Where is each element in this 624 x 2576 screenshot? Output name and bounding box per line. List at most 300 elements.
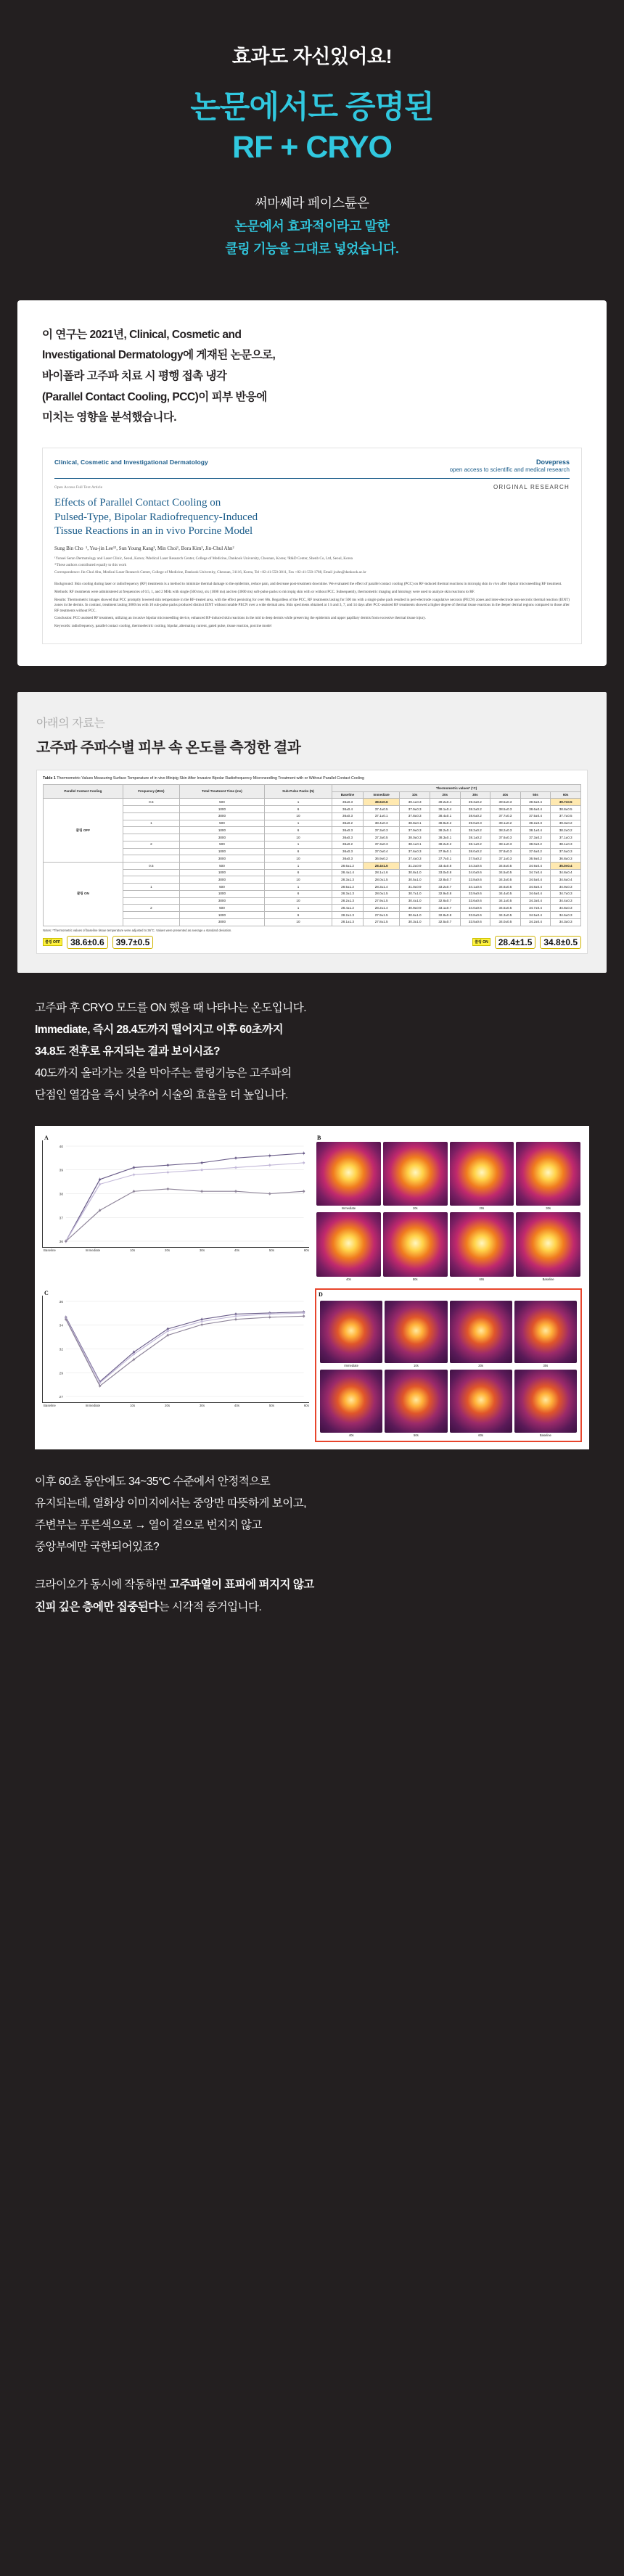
table-cell-s10: 38.8±0.1 — [400, 820, 430, 827]
chart-a-x-3: 20s — [165, 1248, 171, 1252]
table-cell-time: 1000 — [180, 890, 265, 897]
thermal-image — [450, 1370, 512, 1432]
table-cell-s40: 34.0±0.5 — [490, 918, 521, 926]
col-subpulse: Sub-Pulse Packs (N) — [264, 785, 332, 799]
table-row — [44, 905, 581, 912]
col-immediate: Immediate — [364, 791, 400, 799]
table-note: Notes: *Thermometric values of baseline tissue temperature were adjusted to 36°C. Values were presented as average ± standard deviation. — [43, 928, 232, 932]
table-cell-immediate: 37.4±0.5 — [364, 806, 400, 813]
col-total-time: Total Treatment Time (ms) — [180, 785, 265, 799]
col-50s: 50s — [520, 791, 551, 799]
study-desc-line5: 미치는 영향을 분석했습니다. — [42, 411, 177, 424]
table-cell-packs: 6 — [264, 827, 332, 834]
table-cell-s30: 38.0±0.2 — [460, 848, 490, 855]
table-cell-s10: 30.4±1.0 — [400, 897, 430, 905]
publisher-logo — [450, 458, 570, 474]
table-cell-time: 3000 — [180, 897, 265, 905]
table-cell-packs: 10 — [264, 897, 332, 905]
thermal-label: 10s — [412, 1206, 418, 1211]
table-row — [44, 799, 581, 806]
table-cell-s40: 39.5±0.3 — [490, 799, 521, 806]
table-cell-s50: 39.2±0.3 — [520, 820, 551, 827]
svg-text:37: 37 — [59, 1216, 64, 1219]
table-cell-time: 3000 — [180, 876, 265, 884]
table-row — [44, 855, 581, 863]
table-cell-s60: 34.8±0.3 — [551, 905, 581, 912]
chart-c-x-3: 20s — [165, 1404, 171, 1408]
table-cell-s40: 34.4±0.5 — [490, 890, 521, 897]
table-cell-s50: 37.5±0.4 — [520, 812, 551, 820]
explanation-block — [35, 997, 589, 1107]
thermal-image — [516, 1212, 580, 1277]
table-cell-baseline: 36±0.2 — [332, 820, 364, 827]
paper-title-line2: Pulsed-Type, Bipolar Radiofrequency-Induced — [54, 511, 258, 523]
hero-kicker: 효과도 자신있어요! — [231, 46, 393, 67]
thermal-label: Baseline — [542, 1277, 554, 1282]
conclusion-line5-text: 크라이오가 동시에 작동하면 — [35, 1579, 167, 1592]
table-cell-s20: 37.9±0.1 — [430, 848, 460, 855]
paper-scan — [42, 448, 582, 644]
hero-sub-line3: 쿨링 기능을 그대로 넣었습니다. — [225, 242, 399, 257]
publisher-tagline: open access to scientific and medical research — [449, 466, 570, 474]
table-row — [44, 890, 581, 897]
paper-affiliations — [54, 556, 570, 576]
table-cell-immediate: 37.1±0.1 — [364, 812, 400, 820]
svg-text:38: 38 — [59, 1192, 64, 1196]
table-cell-s60: 37.7±0.5 — [551, 812, 581, 820]
table-cell-s20: 33.4±0.8 — [430, 863, 460, 870]
thermometric-table-figure — [36, 770, 588, 954]
abstract-results: Results: Thermometric images showed that PCC promptly lowered skin temperature in the RF-treated area, with the effect persisting for over 60s. Regardless of the PCC, RF treatments lasting for 500 ms with a single pulse pack resulted in peri-electrode coagulative necrosis (PECN) zones and inter-electrode non-necrotic thermal reaction (IENT) zones in the dermis. In contrast, treatment lasting 3000 ms with 10 sub-pulse packs produced distinct IENT without notable PECN over a wide dermal area. Skin specimens obtained at 1 h and 3, 7, and 14 days after PCC-assisted RF treatments showed a higher degree of thermal tissue reactions in the deeper dermal regions compared to those after RF treatments without PCC. — [54, 597, 570, 613]
table-cell-s30: 34.0±0.6 — [460, 869, 490, 876]
table-row — [44, 841, 581, 848]
chart-c-x-7: 60s — [303, 1404, 309, 1408]
table-cell-s10: 37.6±0.3 — [400, 848, 430, 855]
table-cell-s30: 33.8±0.6 — [460, 912, 490, 919]
table-cell-baseline: 28.6±1.2 — [332, 863, 364, 870]
col-baseline: Baseline — [332, 791, 364, 799]
table-cell-baseline: 36±0.3 — [332, 799, 364, 806]
table-cell-s50: 38.1±0.4 — [520, 827, 551, 834]
hero-subtitle — [29, 192, 595, 261]
chart-a-svg — [43, 1140, 309, 1247]
thermal-image — [450, 1212, 514, 1277]
table-cell-s30: 38.1±0.2 — [460, 841, 490, 848]
table-cell-s50: 39.6±0.4 — [520, 799, 551, 806]
thermal-cell — [450, 1301, 512, 1367]
table-cell-immediate: 37.0±0.4 — [364, 848, 400, 855]
table-cell-baseline: 28.5±1.2 — [332, 884, 364, 891]
col-10s: 10s — [400, 791, 430, 799]
table-cell-s60: 34.4±0.3 — [551, 897, 581, 905]
table-cell-packs: 10 — [264, 834, 332, 841]
table-caption-text: Thermometric Values Measuring Surface Temperature of in vivo Minipig Skin After Invasive Bipolar Radiofrequency Microneedling Treatment with or Without Parallel Contact Cooling — [57, 775, 365, 781]
thermal-image — [385, 1370, 447, 1432]
table-cell-s40: 34.3±0.5 — [490, 876, 521, 884]
study-card — [17, 300, 607, 666]
conclusion-line1: 이후 60초 동안에도 34~35°C 수준에서 안정적으로 — [35, 1475, 271, 1488]
table-cell-s30: 38.3±0.2 — [460, 806, 490, 813]
table-cell-s10: 37.4±0.3 — [400, 855, 430, 863]
table-cell-time: 1000 — [180, 827, 265, 834]
table-cell-packs: 10 — [264, 876, 332, 884]
chart-c-xaxis — [42, 1403, 309, 1407]
table-cell-packs: 1 — [264, 863, 332, 870]
table-cell-s40: 39.1±0.2 — [490, 820, 521, 827]
study-desc-line2: Investigational Dermatology에 게재된 논문으로, — [42, 349, 276, 362]
paper-meta-row — [54, 484, 570, 490]
table-cell-freq: 0.5 — [123, 863, 179, 870]
table-cell-immediate: 27.9±1.5 — [364, 912, 400, 919]
paper-title-line1: Effects of Parallel Contact Cooling on — [54, 497, 221, 509]
table-cell-baseline: 28.3±1.3 — [332, 890, 364, 897]
table-cell-s30: 39.0±0.3 — [460, 820, 490, 827]
table-row — [44, 820, 581, 827]
thermal-cell — [320, 1370, 382, 1436]
thermal-label: 30s — [546, 1206, 551, 1211]
table-cell-freq — [123, 876, 179, 884]
thermal-cell — [316, 1142, 381, 1211]
table-cell-packs: 1 — [264, 884, 332, 891]
thermal-cell — [516, 1142, 580, 1211]
col-60s: 60s — [551, 791, 581, 799]
cooling-off-immediate-value: 38.6±0.6 — [67, 936, 108, 949]
chart-a-x-4: 30s — [199, 1248, 205, 1252]
thermal-image-grid-b — [315, 1133, 582, 1283]
table-cell-s10: 30.7±1.0 — [400, 890, 430, 897]
table-cell-packs: 1 — [264, 905, 332, 912]
table-cell-baseline: 36±0.2 — [332, 841, 364, 848]
svg-text:27: 27 — [59, 1395, 64, 1399]
study-desc-line4: (Parallel Contact Cooling, PCC)이 피부 반응에 — [42, 390, 267, 403]
table-cell-s20: 37.7±0.1 — [430, 855, 460, 863]
svg-text:36: 36 — [59, 1240, 64, 1243]
thermal-label: Immediate — [344, 1364, 358, 1368]
figure-panel-b — [315, 1133, 582, 1283]
hero-sub-line1: 써마쎄라 페이스튠은 — [255, 196, 369, 211]
thermal-cell — [385, 1370, 447, 1436]
table-row — [44, 806, 581, 813]
table-cell-s30: 33.9±0.6 — [460, 890, 490, 897]
table-cell-s40: 37.6±0.3 — [490, 834, 521, 841]
cooling-on-immediate-value: 28.4±1.5 — [495, 936, 536, 949]
table-row — [44, 834, 581, 841]
table-cell-freq — [123, 806, 179, 813]
table-cell-time: 1000 — [180, 912, 265, 919]
table-row — [44, 884, 581, 891]
table-cell-s50: 34.5±0.4 — [520, 912, 551, 919]
table-cell-s40: 37.8±0.3 — [490, 848, 521, 855]
table-row — [44, 848, 581, 855]
journal-name: Clinical, Cosmetic and Investigational Dermatology — [54, 458, 208, 466]
publisher-name: Dovepress — [535, 458, 570, 466]
table-cell-s50: 36.9±0.2 — [520, 855, 551, 863]
table-cell-s20: 32.5±0.7 — [430, 918, 460, 926]
cooling-on-60s-value: 34.8±0.5 — [540, 936, 581, 949]
chart-c-svg — [43, 1296, 309, 1402]
table-cell-time: 1000 — [180, 806, 265, 813]
table-cell-s50: 34.9±0.4 — [520, 863, 551, 870]
correspondence: Correspondence: Jin-Chul Ahn, Medical Laser Research Center, College of Medicine, Dankook University, Cheonan, 31116, Korea, Tel +82-41-550-3811, Fax +82-41-550-1788, Email jcahn@dankook.ac.kr — [54, 569, 366, 575]
affiliation-2: *These authors contributed equally to this work — [54, 563, 127, 568]
table-cell-s10: 37.9±0.3 — [400, 827, 430, 834]
table-cell-immediate: 28.4±1.5 — [364, 863, 400, 870]
panel-c-tag: C — [44, 1290, 49, 1297]
table-cell-packs: 1 — [264, 799, 332, 806]
table-cell-s60: 35.0±0.4 — [551, 863, 581, 870]
table-cell-baseline: 36±0.3 — [332, 812, 364, 820]
table-cell-s20: 38.4±0.1 — [430, 812, 460, 820]
figure-panel-d — [315, 1288, 582, 1442]
table-row — [44, 863, 581, 870]
conclusion-line2: 유지되는데, 열화상 이미지에서는 중앙만 따뜻하게 보이고, — [35, 1497, 306, 1510]
thermal-label: 20s — [478, 1364, 483, 1368]
conclusion-line3: 주변부는 푸른색으로 → 열이 겉으로 번지지 않고 — [35, 1519, 262, 1532]
table-cell-time: 1000 — [180, 848, 265, 855]
table-cell-s10: 30.9±0.9 — [400, 905, 430, 912]
paper-title-line3: Tissue Reactions in an in vivo Porcine Model — [54, 525, 253, 538]
table-cell-s30: 34.1±0.6 — [460, 884, 490, 891]
table-cell-immediate: 38.4±0.3 — [364, 820, 400, 827]
thermal-image — [383, 1212, 448, 1277]
table-cell-immediate: 28.3±1.4 — [364, 884, 400, 891]
conclusion-line6-text: 는 시각적 증거입니다. — [158, 1600, 262, 1613]
study-desc-line3: 바이폴라 고주파 치료 시 평행 접촉 냉각 — [42, 369, 227, 382]
panel-d-tag: D — [319, 1291, 323, 1299]
table-cell-freq: 2 — [123, 841, 179, 848]
table-cell-s30: 38.3±0.2 — [460, 827, 490, 834]
cooling-mode-cell: 쿨링 ON — [44, 863, 123, 926]
conclusion-block — [35, 1471, 589, 1618]
table-cell-s60: 34.8±0.4 — [551, 869, 581, 876]
thermal-cell — [516, 1212, 580, 1281]
chart-a-x-0: Baseline — [44, 1248, 56, 1252]
table-cell-packs: 6 — [264, 869, 332, 876]
chart-a-x-2: 10s — [130, 1248, 136, 1252]
table-cell-packs: 6 — [264, 848, 332, 855]
table-cell-s60: 34.6±0.4 — [551, 876, 581, 884]
abstract-methods: Methods: RF treatments were administered at frequencies of 0.5, 1, and 2 MHz with single (500 ms), six (1000 ms) and ten (3000 ms) soft-pulse packs to micropig skin with or without PCC. Subsequently, thermometric imaging and histology were used to analyze skin reactions to RF. — [54, 589, 475, 594]
table-cell-s30: 38.1±0.2 — [460, 834, 490, 841]
paper-authors: Sung Bin Cho ¹, Yea-jin Lee¹², Sun Young Kang³, Min Choi¹, Bora Kim³, Jin-Chul Ahn² — [54, 545, 234, 551]
chart-a-x-1: Immediate — [85, 1248, 101, 1252]
explain-line2: Immediate, 즉시 28.4도까지 떨어지고 이후 60초까지 — [35, 1023, 284, 1036]
table-row — [44, 912, 581, 919]
table-cell-immediate: 37.3±0.3 — [364, 841, 400, 848]
thermal-cell — [514, 1301, 577, 1367]
table-cell-freq — [123, 834, 179, 841]
thermal-image — [516, 1142, 580, 1206]
thermal-cell — [450, 1212, 514, 1281]
table-cell-baseline: 28.2±1.3 — [332, 912, 364, 919]
conclusion-highlight-2: 진피 깊은 층에만 집중된다 — [35, 1600, 159, 1613]
table-cell-packs: 6 — [264, 912, 332, 919]
conclusion-line5 — [35, 1574, 589, 1596]
table-cell-freq — [123, 890, 179, 897]
table-cell-s40: 34.6±0.5 — [490, 884, 521, 891]
abstract-conclusion: Conclusion: PCC-assisted RF treatment, utilizing an invasive bipolar microneedling device, enhanced RF-induced skin reactions in the mid to deep dermis while preserving the epidermis and upper papillary dermis from excessive thermal tissue injury. — [54, 616, 426, 621]
thermal-image — [316, 1212, 381, 1277]
table-cell-s30: 34.0±0.6 — [460, 905, 490, 912]
chart-a-x-5: 40s — [234, 1248, 240, 1252]
table-cell-s40: 38.1±0.3 — [490, 841, 521, 848]
abstract-keywords: Keywords: radiofrequency, parallel contact cooling, thermoelectric cooling, bipolar, alternating current, gated pulse, tissue reaction, porcine model — [54, 624, 272, 629]
table-cell-packs: 1 — [264, 820, 332, 827]
table-cell-s40: 34.3±0.5 — [490, 912, 521, 919]
thermal-cell — [383, 1212, 448, 1281]
table-cell-immediate: 27.9±1.5 — [364, 897, 400, 905]
table-header-row-1 — [44, 785, 581, 792]
table-row — [44, 827, 581, 834]
table-row — [44, 918, 581, 926]
table-cell-immediate: 28.2±1.4 — [364, 905, 400, 912]
hero-title-line1: 논문에서도 증명된 — [190, 90, 434, 125]
thermal-label: 50s — [413, 1433, 419, 1437]
table-cell-s50: 34.6±0.4 — [520, 890, 551, 897]
thermal-image — [514, 1301, 577, 1363]
table-cell-immediate: 36.9±0.2 — [364, 855, 400, 863]
thermometric-table — [43, 784, 581, 926]
thermal-image — [320, 1370, 382, 1432]
table-cell-packs: 10 — [264, 812, 332, 820]
abstract-background: Background: Skin cooling during laser or radiofrequency (RF) treatments is a method to minimize thermal damage to the epidermis, reduce pain, and decrease post-treatment downtime. We evaluated the effect of parallel contact cooling (PCC) on RF-induced thermal reactions in micropig skin in vivo after bipolar microneedling RF treatment. — [54, 582, 562, 587]
paper-title — [54, 496, 570, 539]
figure-panel-c — [42, 1288, 309, 1442]
table-cell-baseline: 36±0.4 — [332, 806, 364, 813]
table-cell-s20: 32.6±0.7 — [430, 897, 460, 905]
col-thermometric-values: Thermometric values* (°C) — [332, 785, 581, 792]
thermal-image — [385, 1301, 447, 1363]
table-cell-s60: 36.8±0.3 — [551, 855, 581, 863]
table-cell-s40: 34.5±0.5 — [490, 869, 521, 876]
chart-a-x-6: 50s — [268, 1248, 274, 1252]
table-cell-time: 3000 — [180, 918, 265, 926]
table-cell-freq — [123, 827, 179, 834]
table-cell-s10: 30.3±1.0 — [400, 918, 430, 926]
table-cell-s60: 38.1±0.3 — [551, 841, 581, 848]
table-body-cooling-off — [44, 799, 581, 863]
paper-abstract — [54, 582, 570, 629]
cooling-off-60s-value: 39.7±0.5 — [112, 936, 154, 949]
table-cell-s60: 37.1±0.3 — [551, 834, 581, 841]
table-cell-s60: 34.9±0.3 — [551, 884, 581, 891]
table-cell-s20: 38.1±0.4 — [430, 806, 460, 813]
table-cell-s60: 39.3±0.2 — [551, 820, 581, 827]
table-cell-s60: 39.7±0.5 — [551, 799, 581, 806]
hero-sub-line2: 논문에서 효과적이라고 말한 — [234, 218, 390, 234]
table-cell-s60: 37.5±0.3 — [551, 848, 581, 855]
table-cell-freq: 2 — [123, 905, 179, 912]
table-cell-s50: 34.8±0.4 — [520, 884, 551, 891]
chart-c-x-0: Baseline — [44, 1404, 56, 1408]
table-cell-time: 3000 — [180, 834, 265, 841]
open-access-label: Open Access Full Text Article — [54, 485, 103, 490]
table-cell-s50: 38.6±0.4 — [520, 806, 551, 813]
table-cell-s40: 37.1±0.3 — [490, 855, 521, 863]
thermal-label: 40s — [345, 1277, 351, 1282]
col-30s: 30s — [460, 791, 490, 799]
chart-c-x-2: 10s — [130, 1404, 136, 1408]
table-cell-s30: 34.3±0.6 — [460, 863, 490, 870]
table-cell-packs: 10 — [264, 855, 332, 863]
conclusion-line4: 중앙부에만 국한되어있죠? — [35, 1541, 160, 1554]
table-cell-freq: 1 — [123, 820, 179, 827]
explain-line1: 고주파 후 CRYO 모드를 ON 했을 때 나타나는 온도입니다. — [35, 1001, 306, 1014]
table-cell-baseline: 36±0.3 — [332, 834, 364, 841]
table-cell-s40: 34.8±0.5 — [490, 863, 521, 870]
thermal-label: 10s — [413, 1364, 419, 1368]
table-cell-s40: 34.5±0.5 — [490, 905, 521, 912]
table-cell-packs: 6 — [264, 806, 332, 813]
thermal-label: 50s — [412, 1277, 418, 1282]
table-cell-baseline: 36±0.3 — [332, 827, 364, 834]
table-cell-time: 3000 — [180, 812, 265, 820]
temperature-section — [17, 692, 607, 973]
table-cell-s10: 37.9±0.3 — [400, 806, 430, 813]
table-cell-s10: 31.0±0.9 — [400, 884, 430, 891]
cooling-mode-cell: 쿨링 OFF — [44, 799, 123, 863]
table-cell-s10: 38.1±0.1 — [400, 841, 430, 848]
thermal-label: 30s — [543, 1364, 549, 1368]
table-cell-s40: 38.5±0.3 — [490, 806, 521, 813]
table-cell-s20: 38.9±0.2 — [430, 820, 460, 827]
chart-c-x-5: 40s — [234, 1404, 240, 1408]
table-cell-immediate: 27.8±1.5 — [364, 918, 400, 926]
table-cell-freq — [123, 897, 179, 905]
thermal-image — [450, 1142, 514, 1206]
svg-text:39: 39 — [59, 1168, 64, 1172]
thermal-image — [514, 1370, 577, 1432]
section-heading: 고주파 주파수별 피부 속 온도를 측정한 결과 — [36, 739, 301, 756]
thermal-cell — [514, 1370, 577, 1436]
thermal-cell — [383, 1142, 448, 1211]
table-cell-time: 500 — [180, 884, 265, 891]
table-cell-immediate: 28.1±1.6 — [364, 869, 400, 876]
table-cell-s50: 34.3±0.4 — [520, 897, 551, 905]
table-cell-s10: 39.1±0.3 — [400, 799, 430, 806]
col-frequency: Frequency (MHz) — [123, 785, 179, 799]
cooling-off-badge: 쿨링 OFF — [43, 938, 62, 946]
table-cell-s50: 37.3±0.2 — [520, 834, 551, 841]
table-cell-s60: 34.3±0.3 — [551, 918, 581, 926]
thermal-image — [320, 1301, 382, 1363]
svg-text:36: 36 — [59, 1300, 64, 1304]
table-cell-s20: 32.9±0.8 — [430, 890, 460, 897]
study-desc-line1: 이 연구는 2021년, Clinical, Cosmetic and — [42, 328, 242, 341]
table-cell-s20: 32.8±0.7 — [430, 876, 460, 884]
col-cooling: Parallel Contact Cooling — [44, 785, 123, 799]
thermal-cell — [385, 1301, 447, 1367]
thermal-image — [383, 1142, 448, 1206]
table-cell-s50: 38.0±0.2 — [520, 841, 551, 848]
table-cell-s50: 34.7±0.4 — [520, 905, 551, 912]
col-20s: 20s — [430, 791, 460, 799]
table-cell-baseline: 36±0.3 — [332, 848, 364, 855]
table-cell-packs: 1 — [264, 841, 332, 848]
table-cell-s20: 32.8±0.8 — [430, 912, 460, 919]
svg-text:29: 29 — [59, 1371, 64, 1375]
thermal-cell — [320, 1301, 382, 1367]
thermal-label: 60s — [479, 1277, 485, 1282]
table-cell-immediate: 37.3±0.3 — [364, 827, 400, 834]
table-cell-s10: 30.6±1.0 — [400, 912, 430, 919]
table-cell-s50: 37.6±0.2 — [520, 848, 551, 855]
table-body-cooling-on — [44, 863, 581, 926]
table-cell-time: 500 — [180, 841, 265, 848]
table-cell-s60: 34.6±0.3 — [551, 912, 581, 919]
table-cell-immediate: 38.6±0.6 — [364, 799, 400, 806]
table-head — [44, 785, 581, 799]
